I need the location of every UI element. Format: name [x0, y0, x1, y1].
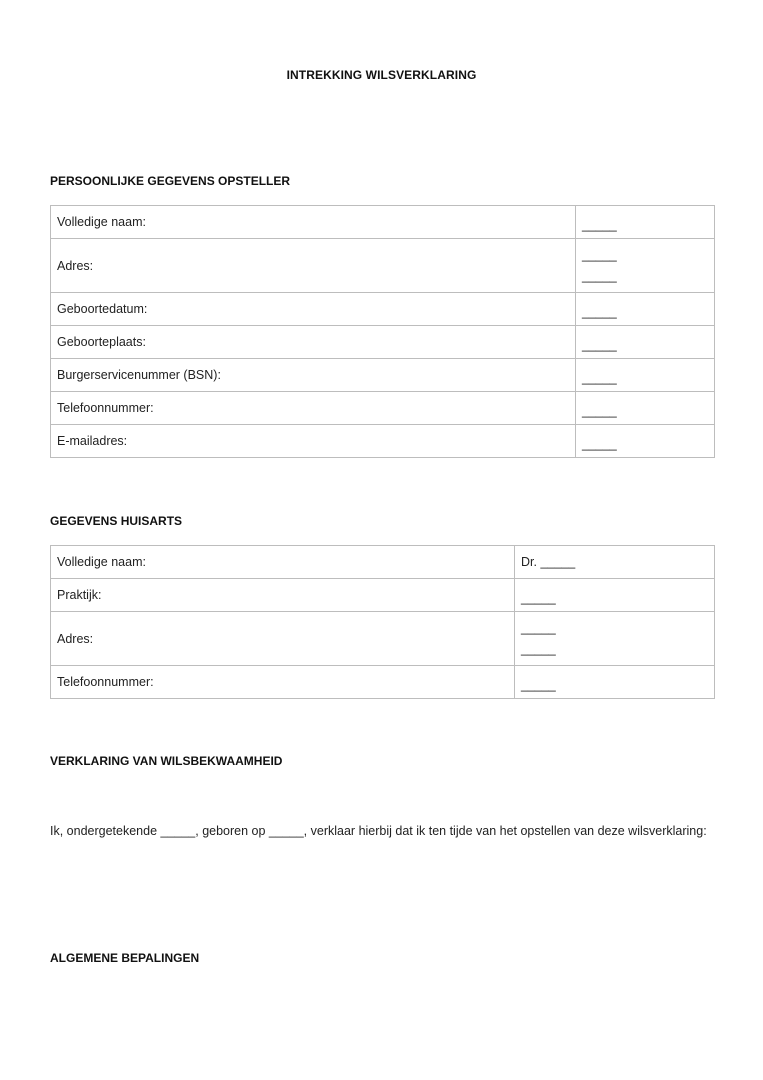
birth-place-field[interactable]: _____: [576, 326, 715, 359]
birth-date-field[interactable]: _____: [576, 293, 715, 326]
gp-address-field[interactable]: _____ _____: [515, 612, 715, 666]
field-label: Adres:: [51, 612, 515, 666]
table-row: [51, 239, 715, 293]
document-title: INTREKKING WILSVERKLARING: [286, 68, 477, 82]
table-row: [51, 546, 715, 579]
gp-phone-field[interactable]: _____: [515, 666, 715, 699]
section-heading-gp: GEGEVENS HUISARTS: [50, 514, 183, 528]
field-label: Telefoonnummer:: [51, 392, 576, 425]
field-label: Geboortedatum:: [51, 293, 576, 326]
table-row: [51, 666, 715, 699]
gp-name-field[interactable]: Dr. _____: [515, 546, 715, 579]
practice-field[interactable]: _____: [515, 579, 715, 612]
phone-field[interactable]: _____: [576, 392, 715, 425]
table-row: [51, 392, 715, 425]
table-row: [51, 206, 715, 239]
field-label: Praktijk:: [51, 579, 515, 612]
table-row: [51, 579, 715, 612]
section-heading-personal: PERSOONLIJKE GEGEVENS OPSTELLER: [50, 174, 291, 188]
personal-details-table: [50, 205, 715, 458]
table-row: [51, 326, 715, 359]
field-label: Adres:: [51, 239, 576, 293]
section-heading-general: ALGEMENE BEPALINGEN: [50, 951, 200, 965]
field-label: Volledige naam:: [51, 206, 576, 239]
field-label: Burgerservicenummer (BSN):: [51, 359, 576, 392]
field-label: Telefoonnummer:: [51, 666, 515, 699]
full-name-field[interactable]: _____: [576, 206, 715, 239]
table-row: [51, 612, 715, 666]
field-label: Volledige naam:: [51, 546, 515, 579]
table-row: [51, 293, 715, 326]
bsn-field[interactable]: _____: [576, 359, 715, 392]
section-heading-capacity: VERKLARING VAN WILSBEKWAAMHEID: [50, 754, 283, 768]
table-row: [51, 359, 715, 392]
email-field[interactable]: _____: [576, 425, 715, 458]
gp-details-table: [50, 545, 715, 699]
capacity-statement: Ik, ondergetekende _____, geboren op _____, verklaar hierbij dat ik ten tijde van het opstellen van deze wilsverklaring:: [50, 824, 707, 838]
table-row: [51, 425, 715, 458]
field-label: Geboorteplaats:: [51, 326, 576, 359]
address-field[interactable]: _____ _____: [576, 239, 715, 293]
field-label: E-mailadres:: [51, 425, 576, 458]
